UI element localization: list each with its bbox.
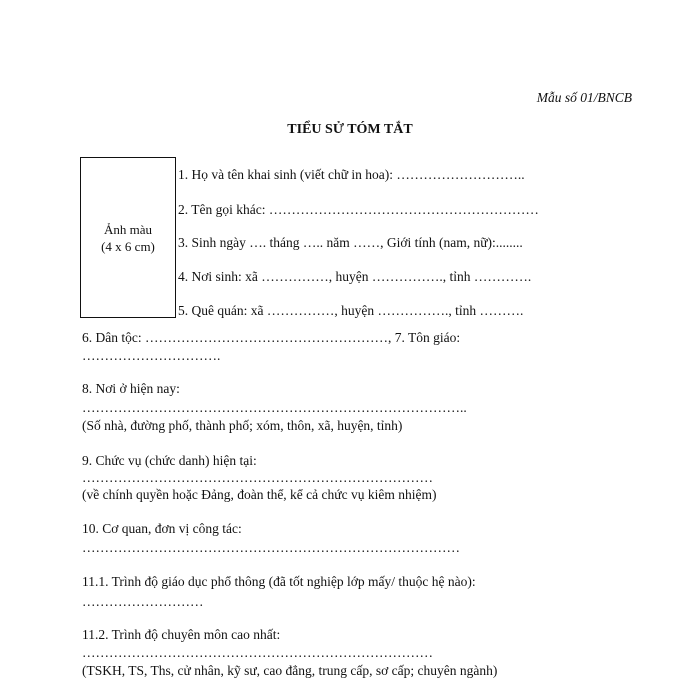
field-ethnicity-religion: 6. Dân tộc: ………………………………………………, 7. Tôn giáo: <box>82 330 461 345</box>
field-birth-name: 1. Họ và tên khai sinh (viết chữ in hoa): ……………………….. <box>178 167 525 182</box>
photo-placeholder-box <box>80 157 176 318</box>
photo-size-label: (4 x 6 cm) <box>101 238 155 254</box>
field-workplace-value: ………………………………………………………………………… <box>82 540 460 555</box>
field-hometown: 5. Quê quán: xã ……………, huyện ……………., tỉnh ………. <box>178 303 524 318</box>
field-residence-value: ………………………………………………………………………….. <box>82 400 467 415</box>
field-birth-date-gender: 3. Sinh ngày …. tháng ….. năm ……, Giới tính (nam, nữ):........ <box>178 235 523 250</box>
field-professional-level-value: …………………………………………………………………… <box>82 645 433 660</box>
field-general-education-label: 11.1. Trình độ giáo dục phổ thông (đã tốt nghiệp lớp mấy/ thuộc hệ nào): <box>82 574 476 589</box>
field-birthplace: 4. Nơi sinh: xã ……………, huyện ……………., tỉnh …………. <box>178 269 532 284</box>
photo-label: Ảnh màu <box>103 221 153 237</box>
field-religion-value: …………………………. <box>82 348 221 363</box>
field-position-label: 9. Chức vụ (chức danh) hiện tại: <box>82 453 257 468</box>
field-professional-level-label: 11.2. Trình độ chuyên môn cao nhất: <box>82 627 281 642</box>
field-professional-level-hint: (TSKH, TS, Ths, cử nhân, kỹ sư, cao đẳng, trung cấp, sơ cấp; chuyên ngành) <box>82 663 498 678</box>
form-code: Mẫu số 01/BNCB <box>536 90 632 105</box>
field-other-name: 2. Tên gọi khác: …………………………………………………… <box>178 202 539 217</box>
field-position-hint: (về chính quyền hoặc Đảng, đoàn thể, kể cả chức vụ kiêm nhiệm) <box>82 487 437 502</box>
field-residence-label: 8. Nơi ở hiện nay: <box>82 381 180 396</box>
field-position-value: …………………………………………………………………… <box>82 470 433 485</box>
field-residence-hint: (Số nhà, đường phố, thành phố; xóm, thôn, xã, huyện, tỉnh) <box>82 418 403 433</box>
document-title: TIỂU SỬ TÓM TẮT <box>287 122 413 137</box>
field-general-education-value: ……………………… <box>82 594 204 609</box>
field-workplace-label: 10. Cơ quan, đơn vị công tác: <box>82 521 242 536</box>
